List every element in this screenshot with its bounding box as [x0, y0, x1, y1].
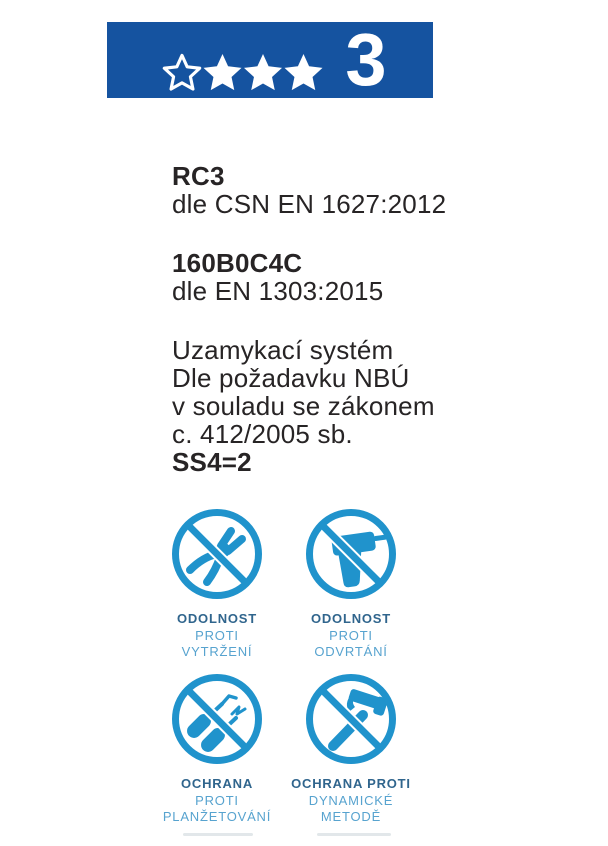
star-rating	[161, 46, 325, 96]
security-class-banner	[107, 18, 433, 101]
feature-drill-resistance	[271, 508, 431, 661]
feature-caption-line: OCHRANA	[180, 776, 254, 791]
locking-system-grade: SS4=2	[172, 447, 252, 477]
locking-system-block	[172, 336, 446, 476]
feature-caption-line: ODOLNOST	[310, 611, 392, 626]
feature-caption-line: PROTI	[195, 627, 239, 643]
certification-block	[172, 162, 446, 218]
feature-dynamic-method-protection	[266, 673, 436, 826]
feature-caption-line: DYNAMICKÉ	[308, 792, 394, 808]
cert-standard: dle EN 1303:2015	[172, 276, 384, 306]
feature-caption-line: OCHRANA PROTI	[291, 776, 411, 791]
no-pliers-icon	[171, 508, 263, 600]
star-filled-icon	[204, 54, 242, 90]
feature-caption	[271, 611, 431, 661]
cert-code: RC3	[172, 161, 225, 191]
feature-caption-line: PLANŽETOVÁNÍ	[162, 809, 272, 824]
cropped-content-ghost	[183, 833, 253, 836]
cert-standard: dle CSN EN 1627:2012	[172, 189, 447, 219]
star-filled-icon	[244, 54, 282, 90]
feature-caption	[266, 776, 436, 826]
feature-caption-line: ODOLNOST	[176, 611, 258, 626]
cropped-content-ghost	[317, 833, 391, 836]
feature-pull-resistance	[142, 508, 292, 661]
star-filled-icon	[285, 54, 323, 90]
no-drill-icon	[305, 508, 397, 600]
feature-caption-line: PROTI	[195, 792, 239, 808]
locking-system-line: c. 412/2005 sb.	[172, 419, 353, 449]
no-lockpick-icon	[171, 673, 263, 765]
star-outline-icon	[165, 55, 200, 89]
feature-caption-line: PROTI	[329, 627, 373, 643]
locking-system-line: Dle požadavku NBÚ	[172, 363, 410, 393]
security-class-number: 3	[345, 18, 387, 101]
feature-caption-line: VYTRŽENÍ	[181, 644, 253, 659]
cert-code: 160B0C4C	[172, 248, 303, 278]
feature-caption-line: ODVRTÁNÍ	[314, 644, 388, 659]
no-hammer-icon	[305, 673, 397, 765]
certifications-text	[172, 162, 446, 476]
certification-block	[172, 249, 446, 305]
feature-caption	[142, 611, 292, 661]
locking-system-line: Uzamykací systém	[172, 335, 394, 365]
locking-system-line: v souladu se zákonem	[172, 391, 435, 421]
feature-caption-line: METODĚ	[320, 809, 382, 824]
